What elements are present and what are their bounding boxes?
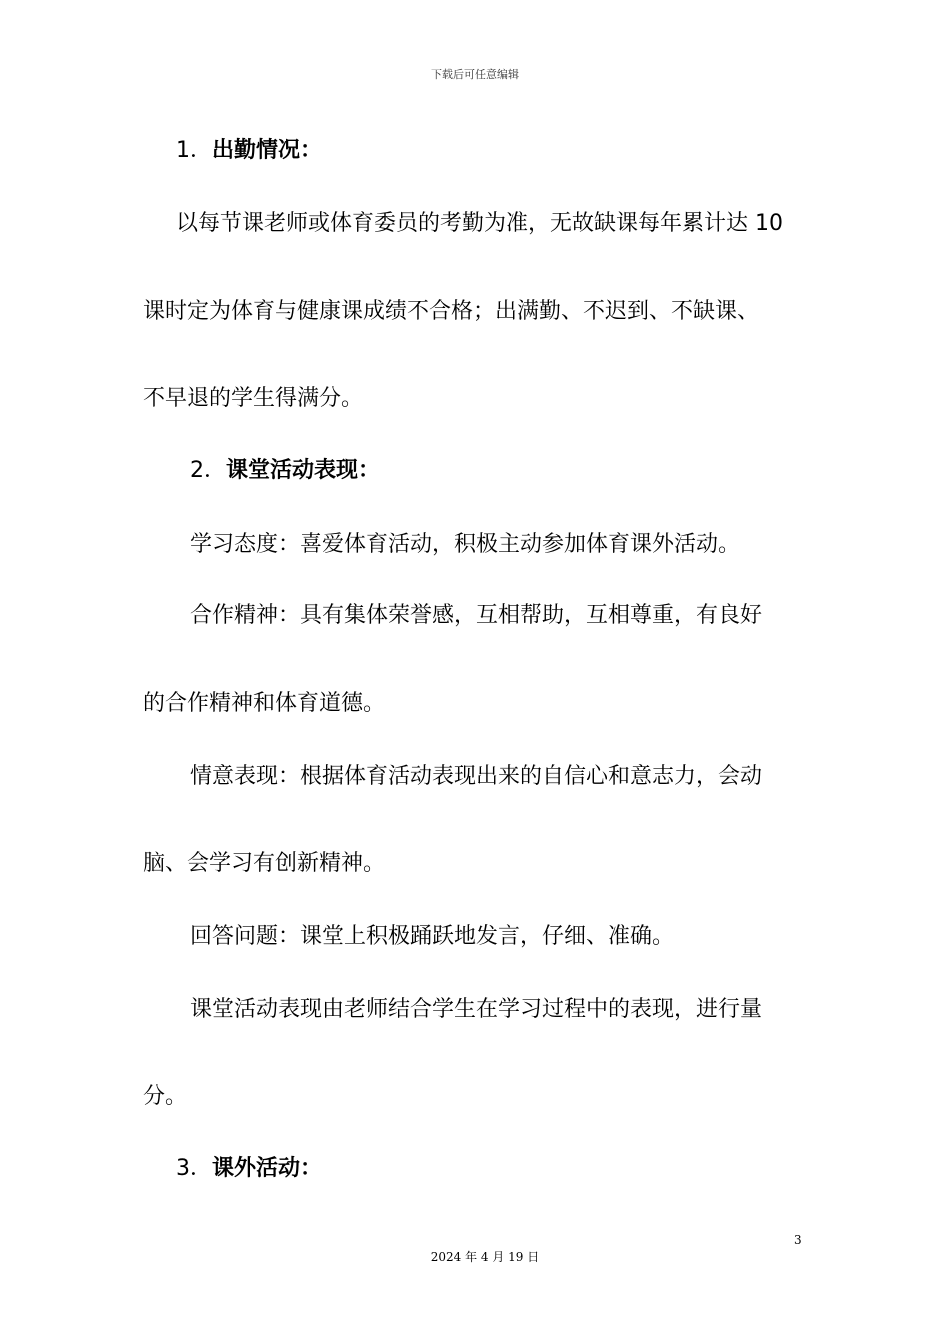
- emotion-paragraph-line-1: 情意表现：根据体育活动表现出来的自信心和意志力，会动: [190, 764, 763, 789]
- cooperation-paragraph-line-2: 的合作精神和体育道德。: [143, 691, 386, 716]
- section-2-heading: [190, 456, 380, 486]
- section-1-body-line-2: 课时定为体育与健康课成绩不合格；出满勤、不迟到、不缺课、: [143, 299, 760, 324]
- page-number: 3: [794, 1233, 802, 1247]
- section-2-number: 2．: [190, 458, 226, 483]
- footer-date: 2024 年 4 月 19 日: [430, 1250, 540, 1264]
- cooperation-paragraph-line-1: 合作精神：具有集体荣誉感，互相帮助，互相尊重，有良好: [190, 603, 763, 628]
- performance-scoring-line-2: 分。: [143, 1084, 188, 1109]
- emotion-paragraph-line-2: 脑、会学习有创新精神。: [143, 851, 386, 876]
- section-1-number: 1．: [176, 138, 212, 163]
- page-header: 下载后可任意编辑: [431, 68, 519, 81]
- answering-questions-paragraph: 回答问题：课堂上积极踊跃地发言，仔细、准确。: [190, 924, 675, 949]
- section-1-body-line-3: 不早退的学生得满分。: [143, 386, 364, 411]
- section-3-heading: [176, 1154, 322, 1184]
- section-3-number: 3．: [176, 1156, 212, 1181]
- section-3-title: 课外活动：: [212, 1156, 323, 1181]
- performance-scoring-line-1: 课堂活动表现由老师结合学生在学习过程中的表现，进行量: [190, 997, 763, 1022]
- learning-attitude-paragraph: 学习态度：喜爱体育活动，积极主动参加体育课外活动。: [190, 532, 741, 557]
- section-2-title: 课堂活动表现：: [226, 458, 381, 483]
- section-1-body-line-1: 以每节课老师或体育委员的考勤为准，无故缺课每年累计达 10: [176, 211, 783, 236]
- section-1-title: 出勤情况：: [212, 138, 323, 163]
- section-1-heading: [176, 136, 322, 166]
